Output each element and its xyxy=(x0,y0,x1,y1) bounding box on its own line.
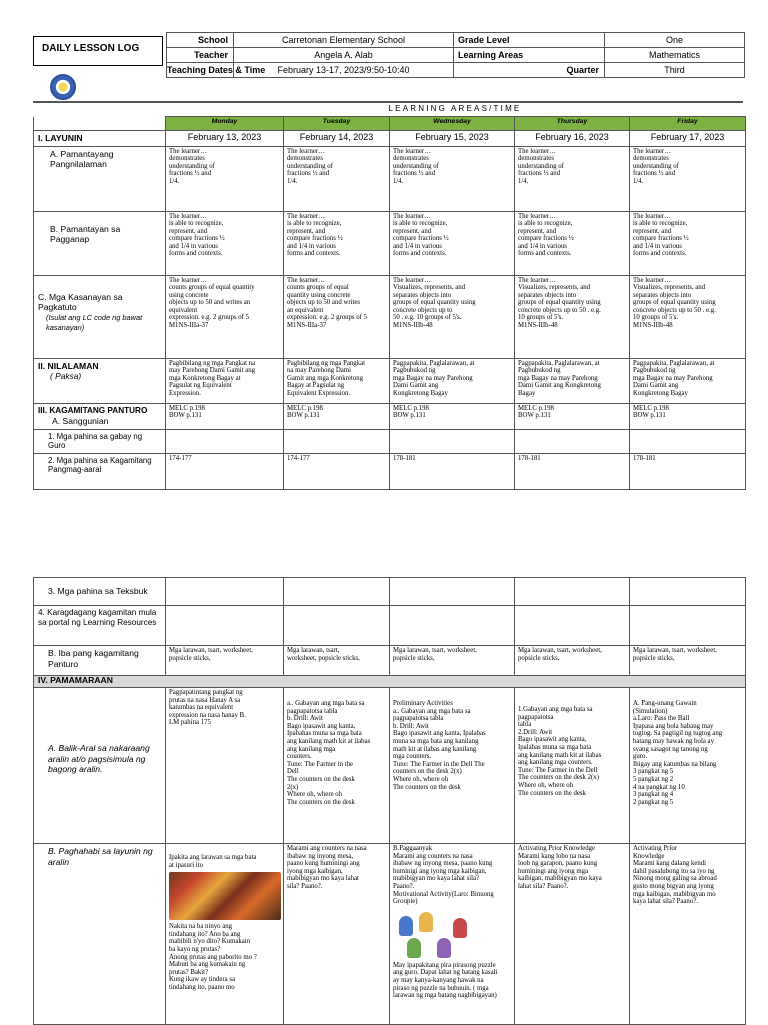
reference-thursday: MELC p.198 BOW p.131 xyxy=(515,403,630,429)
date-wednesday: February 15, 2023 xyxy=(390,131,515,147)
nilalaman-heading: II. NILALAMAN xyxy=(38,360,99,371)
reference-friday: MELC p.198 BOW p.131 xyxy=(630,403,746,429)
content-standard-cell: The learner… demonstrates understanding of fractions ½ and 1/4. xyxy=(284,146,390,211)
gabay-thursday xyxy=(515,429,630,453)
paghahabi-monday xyxy=(166,844,284,1025)
teacher-label: Teacher xyxy=(167,48,234,63)
learner-pages-friday: 178-181 xyxy=(630,453,746,489)
paksa-label: ( Paksa) xyxy=(50,371,82,381)
learning-areas-title: LEARNING AREAS/TIME xyxy=(388,104,522,113)
performance-standard-cell: The learner… is able to recognize, represent, and compare fractions ½ and 1/4 in various forms and contexts. xyxy=(515,211,630,275)
balik-aral-monday: Pagpapatintang pangkat ng prutas na nasa Hanay A sa katumbas na equivalent expression na nasa hanay B. LM pahina 175 xyxy=(166,688,284,844)
child-figure-icon xyxy=(419,912,433,932)
header-info-table xyxy=(166,32,745,78)
layunin-heading: I. LAYUNIN xyxy=(34,131,166,147)
reference-monday: MELC p.198 BOW p.131 xyxy=(166,403,284,429)
balik-aral-tuesday: a.. Gabayan ang mga bata sa pagpapatotsa tabla b. Drill: Awit Bago ipasawit ang kanta, Ipabahas muna sa mga bata ang kanilang math kit at ilabas ang kanilang mga counters. Tune: The Farmer in the Dell The counters on the desk 2(x) Where oh, where oh The counters on the desk xyxy=(284,688,390,844)
content-standard-cell: The learner… demonstrates understanding of fractions ½ and 1/4. xyxy=(630,146,746,211)
children-sharing-illustration xyxy=(393,910,483,958)
paghahabi-tuesday: Marami ang counters na nasa ibabaw ng inyong mesa, paano kung huminingi ang iyong mga kaibigan, mabibigyan mo kaya lahat sila? Paano?. xyxy=(284,844,390,1025)
competency-friday: The learner… Visualizes, represents, and separates objects into groups of equal quantity using concrete objects up to 50 . e.g. 10 groups of 5's. M1NS-IIIb-48 xyxy=(630,275,746,358)
quarter-label: Quarter xyxy=(454,63,605,78)
header-divider xyxy=(33,101,743,103)
day-monday: Monday xyxy=(166,117,284,131)
pamamaraan-heading: IV. PAMAMARAAN xyxy=(34,676,746,688)
performance-standard-cell: The learner… is able to recognize, represent, and compare fractions ½ and 1/4 in various forms and contexts. xyxy=(166,211,284,275)
teksbuk-wednesday xyxy=(390,578,515,606)
gabay-tuesday xyxy=(284,429,390,453)
lesson-log-page-2 xyxy=(0,577,768,1024)
day-friday: Friday xyxy=(630,117,746,131)
portal-tuesday xyxy=(284,606,390,646)
materials-thursday: Mga larawan, tsart, worksheet, popsicle sticks, xyxy=(515,646,630,676)
topic-friday: Pagpapakita, Paglalarawan, at Pagbubukod ng mga Bagay na may Parehong Dami Gamit ang Kongkretong Bagay xyxy=(630,358,746,403)
paghahabi-wednesday-puzzle: May ipapakitang pira pirasong puzzle ang guro. Dapat lahat ng batang kasali ay may kanya-kanyang hawak na piraso ng puzzle na bubuuin. ( mga larawan ng mga batang nagbibigayan) xyxy=(393,961,498,1000)
corner-cell xyxy=(34,117,166,131)
date-monday: February 13, 2023 xyxy=(166,131,284,147)
page-gap xyxy=(0,520,768,577)
kagamitang-cell xyxy=(34,403,166,429)
kagamitang-heading: III. KAGAMITANG PANTURO xyxy=(38,405,148,415)
teksbuk-monday xyxy=(166,578,284,606)
gabay-monday xyxy=(166,429,284,453)
nilalaman-cell xyxy=(34,358,166,403)
balik-aral-label: A. Balik-Aral sa nakaraang aralin at/o pagsisimula ng bagong aralin. xyxy=(34,688,166,844)
materials-tuesday: Mga larawan, tsart, worksheet, popsicle sticks, xyxy=(284,646,390,676)
performance-standard-cell: The learner… is able to recognize, represent, and compare fractions ½ and 1/4 in various forms and contexts. xyxy=(630,211,746,275)
day-wednesday: Wednesday xyxy=(390,117,515,131)
competency-monday: The learner… counts groups of equal quantity using concrete objects up to 50 and writes an equivalent expression. e.g. 2 groups of 5 M1NS-IIIa-37 xyxy=(166,275,284,358)
portal-wednesday xyxy=(390,606,515,646)
teksbuk-tuesday xyxy=(284,578,390,606)
learning-areas-label: Learning Areas xyxy=(454,48,605,63)
day-tuesday: Tuesday xyxy=(284,117,390,131)
paghahabi-label: B. Paghahabi sa layunin ng aralin xyxy=(34,844,166,1025)
teksbuk-friday xyxy=(630,578,746,606)
gabay-label: 1. Mga pahina sa gabay ng Guro xyxy=(34,429,166,453)
learner-pages-monday: 174-177 xyxy=(166,453,284,489)
child-figure-icon xyxy=(407,938,421,958)
materials-monday: Mga larawan, tsart, worksheet, popsicle sticks, xyxy=(166,646,284,676)
learner-pages-tuesday: 174-177 xyxy=(284,453,390,489)
portal-monday xyxy=(166,606,284,646)
paghahabi-friday: Activating Prior Knowledge Marami kang dalang kendi dahil pasalubong ito sa iyo ng Ninong mong galing sa abroad gusto mong bigyan ang iyong mga kaibigan, mabibigyan mo kaya lahat sila? Paano?. xyxy=(630,844,746,1025)
materials-wednesday: Mga larawan, tsart, worksheet, popsicle sticks, xyxy=(390,646,515,676)
teaching-dates-label: Teaching Dates & Time xyxy=(167,63,234,78)
quarter-value: Third xyxy=(605,63,745,78)
date-tuesday: February 14, 2023 xyxy=(284,131,390,147)
paghahabi-monday-questions: Nakita na ba ninyo ang tindahang ito? Ano ba ang mabibili n'yo dito? Kumakain ba kayo ng prutas? Anong prutas ang paborito mo ? Mabuti ba ang kumakain ng prutas? Bakit? Kung ikaw ay tindera sa tindahang ito, paano mo xyxy=(169,923,257,991)
reference-wednesday: MELC p.198 BOW p.131 xyxy=(390,403,515,429)
content-standard-cell: The learner… demonstrates understanding of fractions ½ and 1/4. xyxy=(390,146,515,211)
topic-wednesday: Pagpapakita, Paglalarawan, at Pagbubukod ng mga Bagay na may Parehong Dami Gamit ang Kongkretong Bagay xyxy=(390,358,515,403)
learner-pages-wednesday: 178-181 xyxy=(390,453,515,489)
balik-aral-friday: A. Pang-unang Gawain (Simulation) a.Laro: Pass the Ball Ipapasa ang bola habang may tugtog. Sa pagtigil ng tugtog ang batang may hawak ng bola ay syang sasagot ng tanong ng guro. Ibigay ang katumbas na bilang 3 pangkat ng 5 5 pangkat ng 2 4 na pangkat ng 10 3 pangkat ng 4 2 pangkat ng 5 xyxy=(630,688,746,844)
paghahabi-wednesday xyxy=(390,844,515,1025)
reference-tuesday: MELC p.198 BOW p.131 xyxy=(284,403,390,429)
document-title: DAILY LESSON LOG xyxy=(33,36,163,66)
teksbuk-thursday xyxy=(515,578,630,606)
kasanayan-cell xyxy=(34,275,166,358)
content-standard-cell: The learner… demonstrates understanding of fractions ½ and 1/4. xyxy=(166,146,284,211)
portal-label: 4. Karagdagang kagamitan mula sa portal ng Learning Resources xyxy=(34,606,166,646)
balik-aral-wednesday: Preliminary Activities a.. Gabayan ang mga bata sa pagpapatotsa tabla b. Drill: Awit Bago ipasawit ang kanta, Ipalabas muna sa mga bata ang kanilang math kit at ilabas ang kanilang mga counters. Tune: The Farmer in the Dell The counters on the desk 2(x) Where oh, where oh The counters on the desk xyxy=(390,688,515,844)
gabay-wednesday xyxy=(390,429,515,453)
balik-aral-thursday: 1.Gabayan ang mga bata sa pagpapatotsa tabla 2.Drill: Awit Bago ipasawit ang kanta, Ipalabas muna sa mga bata ang kanilang math kit at ilabas ang kanilang mga counters. Tune: The Farmer in the Dell The counters on the desk 2(x) Where oh, where oh The counters on the desk xyxy=(515,688,630,844)
performance-standard-cell: The learner… is able to recognize, represent, and compare fractions ½ and 1/4 in various forms and contexts. xyxy=(390,211,515,275)
teaching-dates-value: February 13-17, 2023/9:50-10:40 xyxy=(234,63,454,78)
lesson-table-page-2 xyxy=(33,577,746,1025)
date-thursday: February 16, 2023 xyxy=(515,131,630,147)
content-standard-cell: The learner… demonstrates understanding of fractions ½ and 1/4. xyxy=(515,146,630,211)
deped-seal-icon xyxy=(50,74,76,100)
competency-tuesday: The learner… counts groups of equal quantity using concrete objects up to 50 and writes an equivalent expression. e.g. 2 groups of 5 M1NS-IIIa-37 xyxy=(284,275,390,358)
day-thursday: Thursday xyxy=(515,117,630,131)
learning-areas-value: Mathematics xyxy=(605,48,745,63)
grade-level-value: One xyxy=(605,33,745,48)
school-label: School xyxy=(167,33,234,48)
fruit-stand-photo xyxy=(169,872,281,920)
kagamitang-pangmag-aaral-label: 2. Mga pahina sa Kagamitang Pangmag-aaral xyxy=(34,453,166,489)
date-friday: February 17, 2023 xyxy=(630,131,746,147)
iba-pang-label: B. Iba pang kagamitang Panturo xyxy=(34,646,166,676)
child-figure-icon xyxy=(453,918,467,938)
topic-monday: Pagbibilang ng mga Pangkat na may Parehong Dami Gamit ang mga Konkretong Bagay at Pagsulat ng Equivalent Expression. xyxy=(166,358,284,403)
paghahabi-thursday: Activating Prior Knowledge Marami kang lobo na nasa loob ng garapon, paano kung huminingi ang iyong mga kaibigan, mabibigyan mo kaya lahat sila? Paano?. xyxy=(515,844,630,1025)
topic-tuesday: Pagbibilang ng mga Pangkat na may Parehong Dami Gamit ang mga Konkretong Bagay at Pagsulat ng Equivalent Expression. xyxy=(284,358,390,403)
topic-thursday: Pagpapakita, Paglalarawan, at Pagbubukod ng mga Bagay na may Parehong Dami Gamit ang Kongkretong Bagay xyxy=(515,358,630,403)
performance-standard-cell: The learner… is able to recognize, represent, and compare fractions ½ and 1/4 in various forms and contexts. xyxy=(284,211,390,275)
portal-friday xyxy=(630,606,746,646)
gabay-friday xyxy=(630,429,746,453)
competency-thursday: The learner… Visualizes, represents, and separates objects into groups of equal quantity using concrete objects up to 50 . e.g. 10 groups of 5's. M1NS-IIIb-48 xyxy=(515,275,630,358)
school-value: Carretonan Elementary School xyxy=(234,33,454,48)
grade-level-label: Grade Level xyxy=(454,33,605,48)
paghahabi-monday-intro: Ipakita ang larawan sa mga bata at ipasuri ito xyxy=(169,854,257,869)
lesson-table-page-1 xyxy=(33,116,746,490)
child-figure-icon xyxy=(399,916,413,936)
kasanayan-note: (Isulat ang LC code ng bawat kasanayan) xyxy=(46,312,143,332)
portal-thursday xyxy=(515,606,630,646)
learner-pages-thursday: 178-181 xyxy=(515,453,630,489)
pamantayan-sa-pagganap-label: B. Pamantayan sa Pagganap xyxy=(34,211,166,275)
kasanayan-label: C. Mga Kasanayan sa Pagkatuto xyxy=(38,291,123,312)
pamantayang-pangnilalaman-label: A. Pamantayang Pangnilalaman xyxy=(34,146,166,211)
paghahabi-wednesday-intro: B.Paggaanyak Marami ang counters na nasa ibabaw ng inyong mesa, paano kung huminigi ang iyong mga kaibigan, mabibigyan mo kaya lahat sila? Paano?. Motivational Activity(Laro: Binuong Groupie) xyxy=(393,845,494,906)
materials-friday: Mga larawan, tsart, worksheet, popsicle sticks, xyxy=(630,646,746,676)
sanggunian-label: A. Sanggunian xyxy=(52,416,109,426)
competency-wednesday: The learner… Visualizes, represents, and separates objects into groups of equal quantity using concrete objects up to 50 . e.g. 10 groups of 5's. M1NS-IIIb-48 xyxy=(390,275,515,358)
teksbuk-label: 3. Mga pahina sa Teksbuk xyxy=(34,578,166,606)
teacher-value: Angela A. Alab xyxy=(234,48,454,63)
child-figure-icon xyxy=(437,938,451,958)
